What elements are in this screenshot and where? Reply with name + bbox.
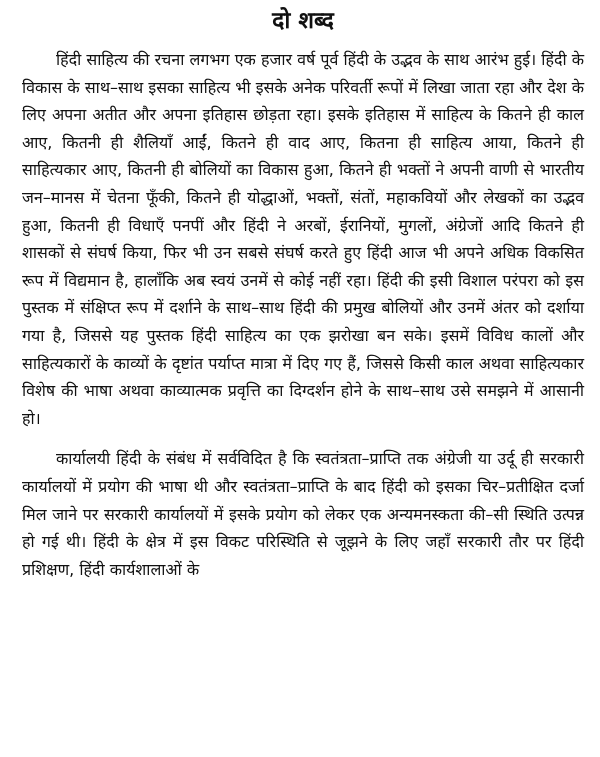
paragraph-1: हिंदी साहित्य की रचना लगभग एक हजार वर्ष पूर्व हिंदी के उद्भव के साथ आरंभ हुई। हिंदी के विकास के साथ–साथ इसका साहित्य भी इसके अनेक परिवर्ती रूपों में लिखा जाता रहा और देश के लिए अपना अतीत और अपना इतिहास छोड़ता रहा। इसके इतिहास में साहित्य के कितने ही काल आए, कितनी ही शैलियाँ आईं, कितने ही वाद आए, कितना ही साहित्य आया, कितने ही साहित्यकार आए, कितनी ही बोलियों का विकास हुआ, कितने ही भक्तों ने अपनी वाणी से भारतीय जन–मानस में चेतना फूँकी, कितने ही योद्धाओं, भक्तों, संतों, महाकवियों और लेखकों का उद्भव हुआ, कितनी ही विधाएँ पनपीं और हिंदी ने अरबों, ईरानियों, मुगलों, अंग्रेजों आदि कितने ही शासकों से संघर्ष किया, फिर भी उन सबसे संघर्ष करते हुए हिंदी आज भी अपने अधिक विकसित रूप में विद्यमान है, हालाँकि अब स्वयं उनमें से कोई नहीं रहा। हिंदी की इसी विशाल परंपरा को इस पुस्तक में संक्षिप्त रूप में दर्शाने के साथ–साथ हिंदी की प्रमुख बोलियों और उनमें अंतर को दर्शाया गया है, जिससे यह पुस्तक हिंदी साहित्य का एक झरोखा बन सके। इसमें विविध कालों और साहित्यकारों के काव्यों के दृष्टांत पर्याप्त मात्रा में दिए गए हैं, जिससे किसी काल अथवा साहित्यकार विशेष की भाषा अथवा काव्यात्मक प्रवृत्ति का दिग्दर्शन होने के साथ–साथ उसे समझने में आसानी हो। xyxy=(22,50,584,428)
paragraph-2: कार्यालयी हिंदी के संबंध में सर्वविदित है कि स्वतंत्रता–प्राप्ति तक अंग्रेजी या उर्दू ही सरकारी कार्यालयों में प्रयोग की भाषा थी और स्वतंत्रता–प्राप्ति के बाद हिंदी को इसका चिर–प्रतीक्षित दर्जा मिल जाने पर सरकारी कार्यालयों में इसके प्रयोग को लेकर एक अन्यमनस्कता की–सी स्थिति उत्पन्न हो गई थी। हिंदी के क्षेत्र में इस विकट परिस्थिति से जूझने के लिए जहाँ सरकारी तौर पर हिंदी प्रशिक्षण, हिंदी कार्यशालाओं के xyxy=(22,449,584,579)
page-title: दो शब्द xyxy=(272,8,334,34)
